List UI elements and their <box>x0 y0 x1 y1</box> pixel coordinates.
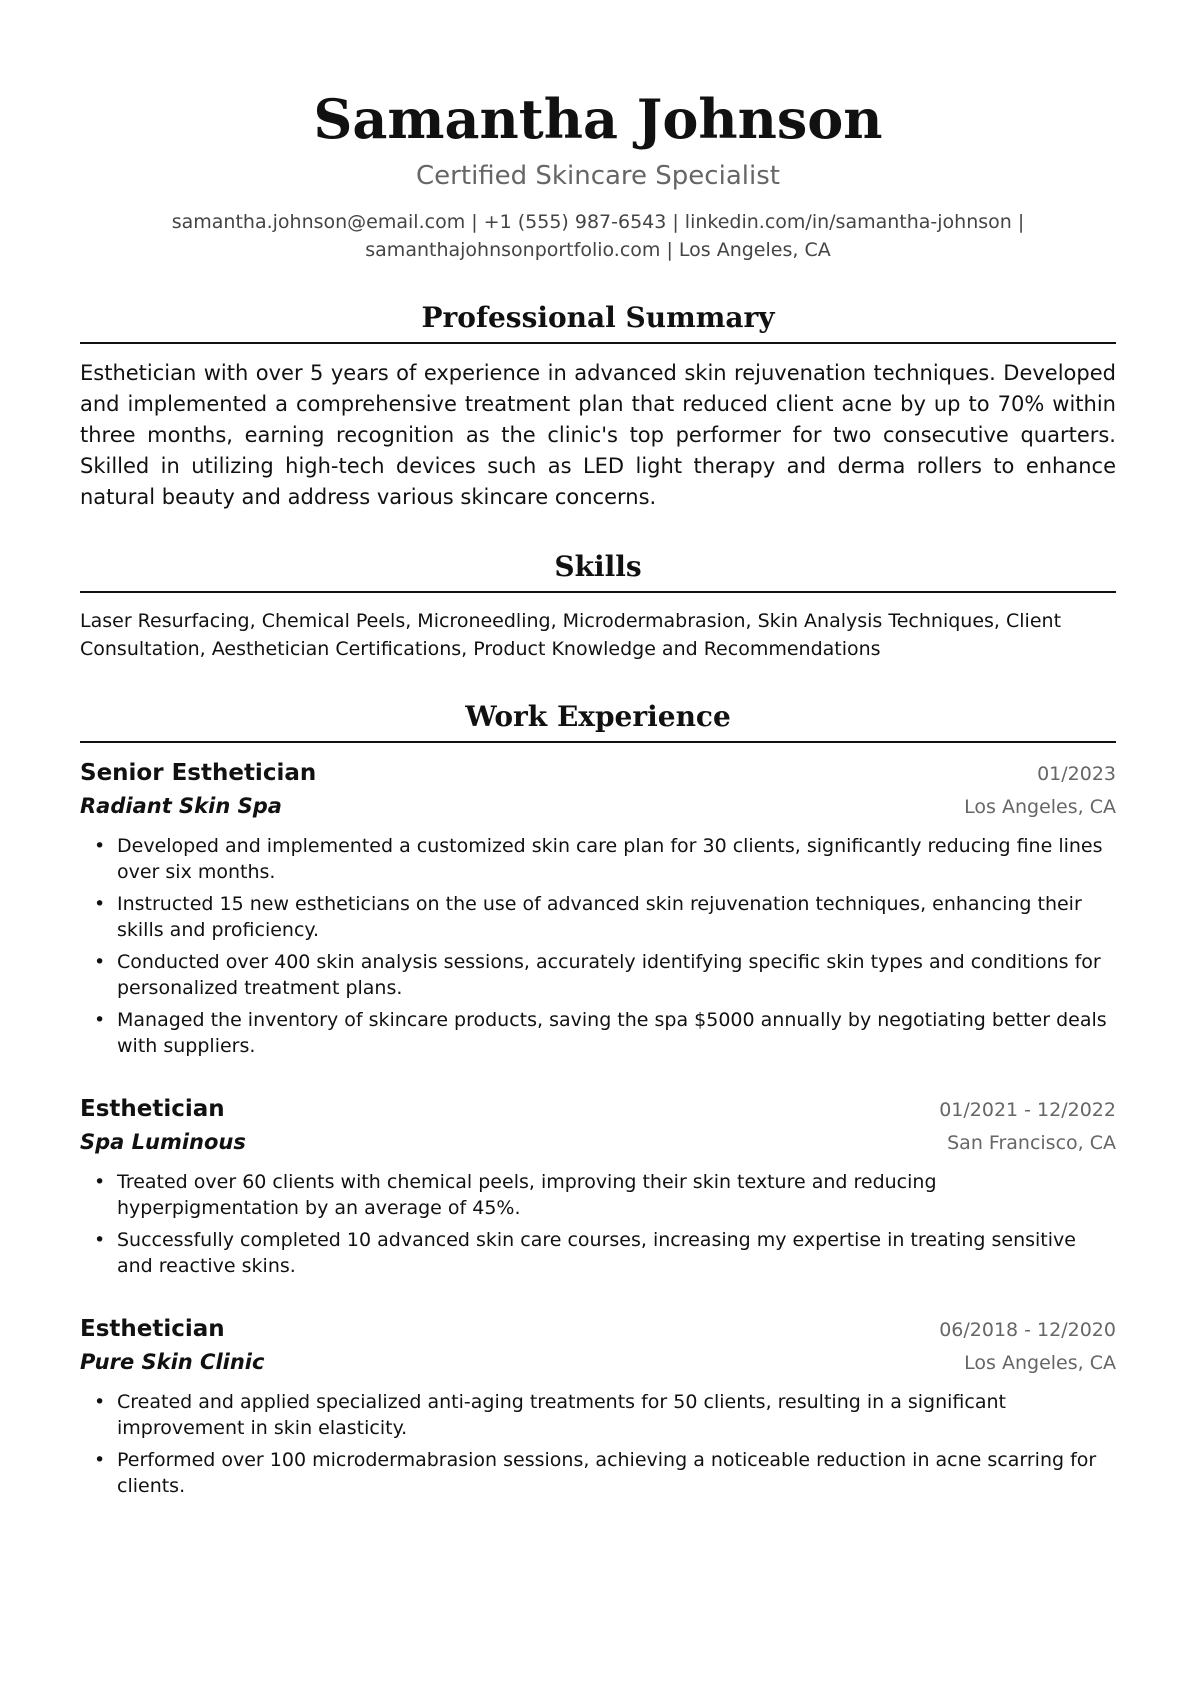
bullet-dot-icon: • <box>94 1171 106 1193</box>
job-entry <box>80 1093 1116 1279</box>
job-bullet <box>80 1227 1116 1279</box>
job-date: 06/2018 - 12/2020 <box>939 1319 1116 1341</box>
job-company: Spa Luminous <box>80 1130 246 1154</box>
job-header-row <box>80 757 1116 789</box>
job-location: Los Angeles, CA <box>964 796 1116 818</box>
section-divider <box>80 591 1116 593</box>
job-title: Esthetician <box>80 1316 225 1342</box>
section-divider <box>80 342 1116 344</box>
bullet-text: Instructed 15 new estheticians on the use of advanced skin rejuvenation techniques, enhancing their skills and proficiency. <box>117 893 1082 941</box>
summary-text: Esthetician with over 5 years of experience in advanced skin rejuvenation techniques. Developed and implemented a comprehensive treatment plan that reduced client acne by up to 70% within three months, earning recognition as the clinic's top performer for two consecutive quarters. Skilled in utilizing high-tech devices such as LED light therapy and derma rollers to enhance natural beauty and address various skincare concerns. <box>80 361 1116 509</box>
bullet-dot-icon: • <box>94 1229 106 1251</box>
bullet-dot-icon: • <box>94 893 106 915</box>
job-bullet <box>80 1389 1116 1441</box>
job-bullet <box>80 949 1116 1001</box>
job-title: Senior Esthetician <box>80 760 317 786</box>
contact-line-2: samanthajohnsonportfolio.com | Los Angeles, CA <box>365 239 831 261</box>
skills-text: Laser Resurfacing, Chemical Peels, Microneedling, Microdermabrasion, Skin Analysis Techniques, Client Consultation, Aesthetician Certifications, Product Knowledge and Recommendations <box>80 610 1062 660</box>
experience-section <box>80 697 1116 1499</box>
job-header-row <box>80 1313 1116 1345</box>
bullet-text: Conducted over 400 skin analysis sessions, accurately identifying specific skin types and conditions for personalized treatment plans. <box>117 951 1101 999</box>
resume-page <box>80 86 1116 1533</box>
job-title: Esthetician <box>80 1096 225 1122</box>
job-date: 01/2023 <box>1037 763 1116 785</box>
bullet-text: Treated over 60 clients with chemical peels, improving their skin texture and reducing hyperpigmentation by an average of 45%. <box>117 1171 937 1219</box>
bullet-text: Developed and implemented a customized skin care plan for 30 clients, significantly reducing fine lines over six months. <box>117 835 1103 883</box>
job-location: San Francisco, CA <box>947 1132 1116 1154</box>
bullet-text: Successfully completed 10 advanced skin care courses, increasing my expertise in treating sensitive and reactive skins. <box>117 1229 1076 1277</box>
job-bullets <box>80 1389 1116 1499</box>
bullet-text: Created and applied specialized anti-aging treatments for 50 clients, resulting in a significant improvement in skin elasticity. <box>117 1391 1006 1439</box>
job-bullet <box>80 891 1116 943</box>
summary-heading: Professional Summary <box>421 301 775 334</box>
job-entry <box>80 1313 1116 1499</box>
contact-line-1: samantha.johnson@email.com | +1 (555) 987-6543 | linkedin.com/in/samantha-johnson | <box>171 211 1025 233</box>
job-bullet <box>80 833 1116 885</box>
bullet-dot-icon: • <box>94 1009 106 1031</box>
bullet-dot-icon: • <box>94 1391 106 1413</box>
bullet-dot-icon: • <box>94 1449 106 1471</box>
job-company-row <box>80 1125 1116 1159</box>
job-company-row <box>80 789 1116 823</box>
candidate-title: Certified Skincare Specialist <box>416 161 780 191</box>
job-date: 01/2021 - 12/2022 <box>939 1099 1116 1121</box>
skills-section <box>80 547 1116 663</box>
resume-header <box>80 86 1116 264</box>
job-entry <box>80 757 1116 1059</box>
job-bullets <box>80 1169 1116 1279</box>
summary-section <box>80 298 1116 513</box>
bullet-text: Managed the inventory of skincare products, saving the spa $5000 annually by negotiating better deals with suppliers. <box>117 1009 1107 1057</box>
job-company: Pure Skin Clinic <box>80 1350 265 1374</box>
job-bullet <box>80 1007 1116 1059</box>
skills-heading: Skills <box>554 550 642 583</box>
bullet-dot-icon: • <box>94 951 106 973</box>
job-bullet <box>80 1447 1116 1499</box>
job-header-row <box>80 1093 1116 1125</box>
candidate-name: Samantha Johnson <box>313 87 883 151</box>
job-company: Radiant Skin Spa <box>80 794 282 818</box>
section-divider <box>80 741 1116 743</box>
experience-heading: Work Experience <box>465 700 731 733</box>
job-bullet <box>80 1169 1116 1221</box>
bullet-dot-icon: • <box>94 835 106 857</box>
job-company-row <box>80 1345 1116 1379</box>
job-location: Los Angeles, CA <box>964 1352 1116 1374</box>
job-bullets <box>80 833 1116 1059</box>
contact-info <box>158 208 1038 264</box>
bullet-text: Performed over 100 microdermabrasion sessions, achieving a noticeable reduction in acne scarring for clients. <box>117 1449 1097 1497</box>
